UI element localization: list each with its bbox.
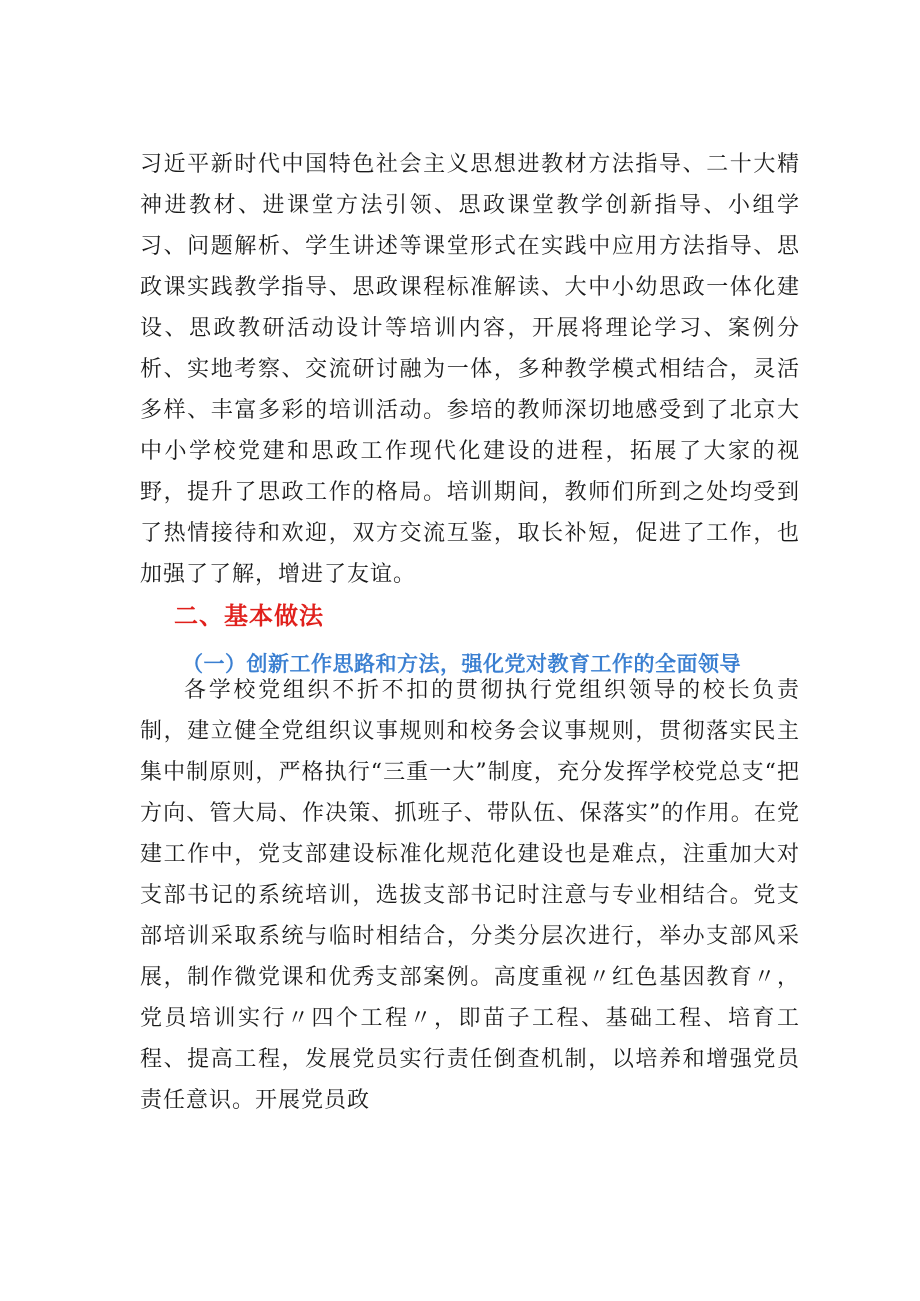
body-paragraph-training-activities: 习近平新时代中国特色社会主义思想进教材方法指导、二十大精神进教材、进课堂方法引领、思政课堂教学创新指导、小组学习、问题解析、学生讲述等课堂形式在实践中应用方法指导、思政课实践教学指导、思政课程标准解读、大中小幼思政一体化建设、思政教研活动设计等培训内容，开展将理论学习、案例分析、实地考察、交流研讨融为一体，多种教学模式相结合，灵活多样、丰富多彩的培训活动。参培的教师深切地感受到了北京大中小学校党建和思政工作现代化建设的进程，拓展了大家的视野，提升了思政工作的格局。培训期间，教师们所到之处均受到了热情接待和欢迎，双方交流互鉴，取长补短，促进了工作，也加强了了解，增进了友谊。	[140, 152, 800, 587]
section-heading: 二、基本做法	[174, 601, 324, 630]
body-paragraph-party-organization: 各学校党组织不折不扣的贯彻执行党组织领导的校长负责制，建立健全党组织议事规则和校务会议事规则，贯彻落实民主集中制原则，严格执行“三重一大”制度，充分发挥学校党总支“把方向、管大局、作决策、抓班子、带队伍、保落实”的作用。在党建工作中，党支部建设标准化规范化建设也是难点，注重加大对支部书记的系统培训，选拔支部书记时注意与专业相结合。党支部培训采取系统与临时相结合，分类分层次进行，举办支部风采展，制作微党课和优秀支部案例。高度重视〃红色基因教育〃，党员培训实行〃四个工程〃，即苗子工程、基础工程、培育工程、提高工程，发展党员实行责任倒查机制，以培养和增强党员责任意识。开展党员政	[140, 678, 800, 1113]
subsection-heading: （一）创新工作思路和方法，强化党对教育工作的全面领导	[182, 651, 741, 676]
